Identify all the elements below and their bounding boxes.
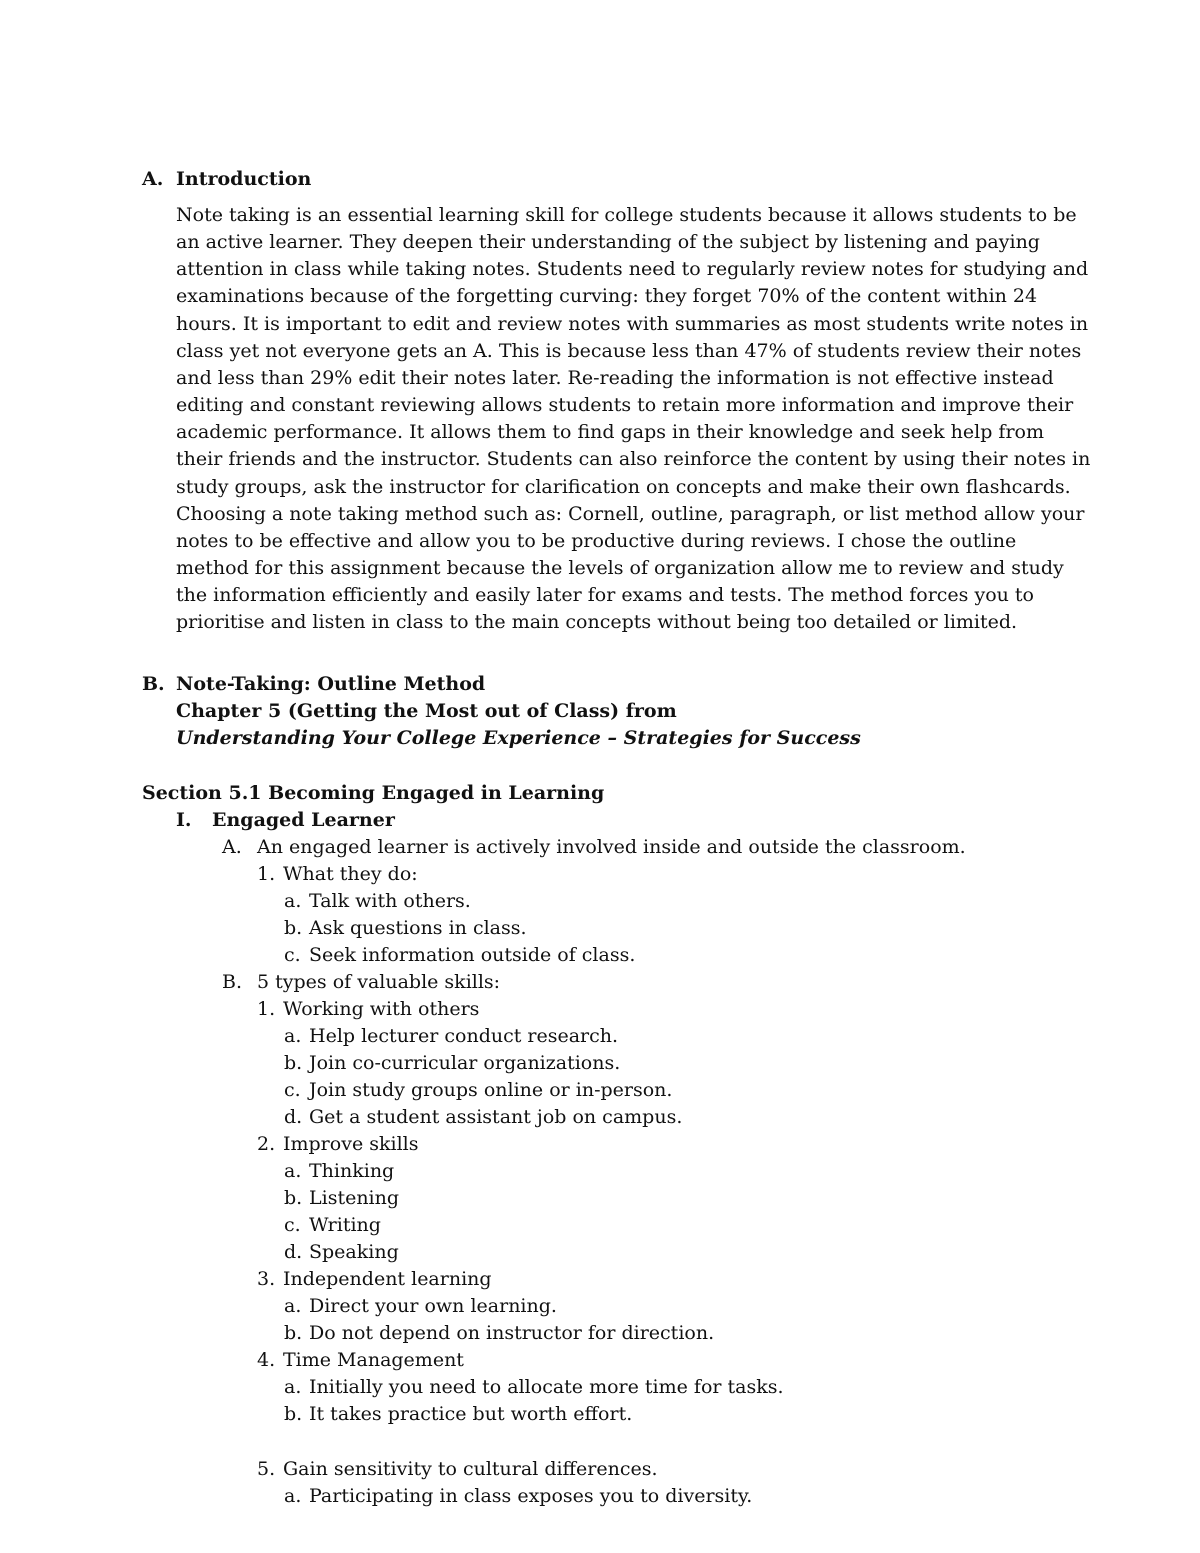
outline-item: Listening — [309, 1187, 400, 1209]
outline-item: Initially you need to allocate more time for tasks. — [309, 1376, 784, 1398]
paragraph-line: Note taking is an essential learning skill for college students because it allows students to be — [176, 204, 1077, 226]
paragraph-line: and less than 29% edit their notes later. Re-reading the information is not effective instead — [176, 366, 1054, 389]
outline-marker: a. — [284, 1295, 302, 1317]
outline-marker: b. — [284, 1403, 303, 1425]
outline-marker: a. — [284, 890, 302, 912]
outline-marker: 1. — [257, 998, 276, 1020]
chapter-title: Chapter 5 (Getting the Most out of Class) from — [176, 700, 677, 722]
outline-marker: 2. — [257, 1133, 276, 1155]
section-b-heading: Note-Taking: Outline Method — [176, 673, 486, 695]
introduction-paragraph — [176, 202, 1091, 637]
outline-marker: a. — [284, 1485, 302, 1507]
outline-marker: 5. — [257, 1458, 276, 1480]
paragraph-line: an active learner. They deepen their understanding of the subject by listening and paying — [176, 231, 1040, 254]
outline-marker: b. — [284, 1322, 303, 1344]
section-a-letter: A. — [142, 168, 164, 190]
outline-roman-marker: I. — [176, 809, 192, 831]
outline-item: An engaged learner is actively involved inside and outside the classroom. — [257, 836, 966, 858]
outline-item: Participating in class exposes you to diversity. — [309, 1485, 753, 1507]
outline-item: Get a student assistant job on campus. — [309, 1106, 683, 1128]
outline-item: Independent learning — [283, 1268, 492, 1290]
outline-marker: d. — [284, 1106, 303, 1128]
outline-marker: b. — [284, 1187, 303, 1209]
outline-marker: c. — [284, 944, 301, 966]
paragraph-line: method for this assignment because the levels of organization allow me to review and study — [176, 557, 1064, 580]
paragraph-line: hours. It is important to edit and review notes with summaries as most students write notes in — [176, 312, 1089, 335]
outline-item: Gain sensitivity to cultural differences. — [283, 1458, 658, 1480]
outline-item: Working with others — [283, 998, 480, 1020]
outline-item: Do not depend on instructor for direction. — [309, 1322, 715, 1344]
outline-marker: a. — [284, 1160, 302, 1182]
outline-marker: a. — [284, 1025, 302, 1047]
outline-marker: c. — [284, 1079, 301, 1101]
outline-marker: 4. — [257, 1349, 276, 1371]
outline-item: Ask questions in class. — [309, 917, 527, 939]
paragraph-line: attention in class while taking notes. Students need to regularly review notes for studying and — [176, 258, 1089, 281]
outline-item: What they do: — [283, 863, 418, 885]
outline-item: Direct your own learning. — [309, 1295, 557, 1317]
paragraph-line: their friends and the instructor. Students can also reinforce the content by using their notes in — [176, 448, 1091, 471]
paragraph-line: the information efficiently and easily later for exams and tests. The method forces you to — [176, 584, 1034, 607]
outline-item: Join study groups online or in-person. — [309, 1079, 673, 1101]
section-title: Section 5.1 Becoming Engaged in Learning — [142, 782, 605, 804]
outline-item: Time Management — [283, 1349, 464, 1371]
paragraph-line: editing and constant reviewing allows students to retain more information and improve their — [176, 394, 1074, 417]
paragraph-line: class yet not everyone gets an A. This is because less than 47% of students review their notes — [176, 339, 1082, 362]
outline-marker: b. — [284, 1052, 303, 1074]
paragraph-line: academic performance. It allows them to find gaps in their knowledge and seek help from — [176, 421, 1044, 444]
outline-item: 5 types of valuable skills: — [257, 971, 501, 993]
outline-marker: b. — [284, 917, 303, 939]
book-title: Understanding Your College Experience – Strategies for Success — [176, 727, 861, 749]
outline-marker: d. — [284, 1241, 303, 1263]
outline-item: Writing — [309, 1214, 381, 1236]
paragraph-line: examinations because of the forgetting curving: they forget 70% of the content within 24 — [176, 285, 1038, 308]
paragraph-line: Choosing a note taking method such as: Cornell, outline, paragraph, or list method allow your — [176, 502, 1085, 525]
outline-marker: a. — [284, 1376, 302, 1398]
outline-item: It takes practice but worth effort. — [309, 1403, 633, 1425]
section-a-heading: Introduction — [176, 168, 312, 190]
outline-item: Seek information outside of class. — [309, 944, 636, 966]
outline-item: Improve skills — [283, 1133, 419, 1155]
outline-marker: 1. — [257, 863, 276, 885]
outline-item: Talk with others. — [309, 890, 471, 912]
outline-marker: A. — [222, 836, 242, 858]
outline-item: Join co-curricular organizations. — [309, 1052, 621, 1074]
outline-roman-title: Engaged Learner — [212, 809, 395, 831]
paragraph-line: notes to be effective and allow you to be productive during reviews. I chose the outline — [176, 529, 1017, 552]
paragraph-line: prioritise and listen in class to the main concepts without being too detailed or limited. — [176, 611, 1018, 634]
outline-item: Speaking — [309, 1241, 399, 1263]
outline-item: Help lecturer conduct research. — [309, 1025, 619, 1047]
outline-item: Thinking — [309, 1160, 395, 1182]
section-b-letter: B. — [142, 673, 165, 695]
outline-marker: c. — [284, 1214, 301, 1236]
outline-marker: B. — [222, 971, 243, 993]
outline-marker: 3. — [257, 1268, 276, 1290]
paragraph-line: study groups, ask the instructor for clarification on concepts and make their own flashcards. — [176, 475, 1071, 498]
